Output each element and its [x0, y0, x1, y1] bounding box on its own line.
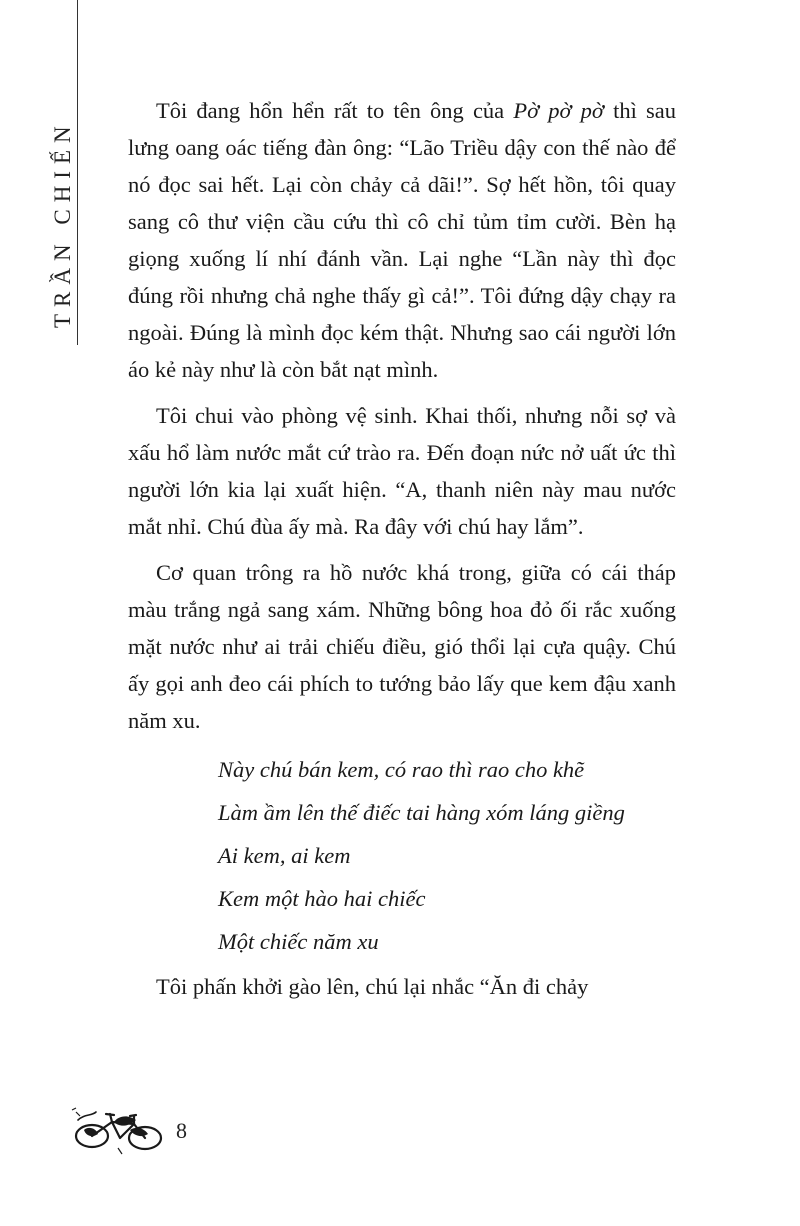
poem-line: Làm ầm lên thế điếc tai hàng xóm láng giềng	[218, 800, 625, 825]
poem-line: Này chú bán kem, có rao thì rao cho khẽ	[218, 757, 585, 782]
margin-rule	[77, 0, 78, 345]
page-number: 8	[176, 1118, 187, 1143]
paragraph-1-rest: thì sau lưng oang oác tiếng đàn ông: “Lão Triều dậy con thế nào để nó đọc sai hết. Lại còn chảy cả dãi!”. Sợ hết hồn, tôi quay sang cô thư viện cầu cứu thì cô chỉ tủm tỉm cười. Bèn hạ giọng xuống lí nhí đánh vần. Lại nghe “Lần này thì đọc đúng rồi nhưng chả nghe thấy gì cả!”. Tôi đứng dậy chạy ra ngoài. Đúng là mình đọc kém thật. Nhưng sao cái người lớn áo kẻ này như là còn bắt nạt mình.	[128, 98, 676, 382]
paragraph-3: Cơ quan trông ra hồ nước khá trong, giữa có cái tháp màu trắng ngả sang xám. Những bông hoa đỏ ối rắc xuống mặt nước như ai trải chiếu điều, gió thổi lại cựa quậy. Chú ấy gọi anh đeo cái phích to tướng bảo lấy que kem đậu xanh năm xu.	[128, 560, 676, 733]
paragraph-1-start: Tôi đang hổn hển rất to tên ông của	[156, 98, 514, 123]
bicycle-icon	[70, 1100, 170, 1156]
page-body	[128, 92, 676, 1005]
page-footer	[70, 1100, 270, 1160]
author-name: TRẦN CHIẾN	[50, 119, 75, 328]
paragraph-4: Tôi phấn khởi gào lên, chú lại nhắc “Ăn đi chảy	[156, 974, 589, 999]
poem-line: Ai kem, ai kem	[218, 843, 351, 868]
paragraph-2: Tôi chui vào phòng vệ sinh. Khai thối, nhưng nỗi sợ và xấu hổ làm nước mắt cứ trào ra. Đến đoạn nức nở uất ức thì người lớn kia lại xuất hiện. “A, thanh niên này mau nước mắt nhỉ. Chú đùa ấy mà. Ra đây với chú hay lắm”.	[128, 403, 676, 539]
poem-line: Kem một hào hai chiếc	[218, 886, 426, 911]
book-title: Pờ pờ pờ	[513, 98, 604, 123]
poem-verse	[218, 748, 676, 963]
poem-line: Một chiếc năm xu	[218, 929, 379, 954]
paragraph-1	[128, 92, 676, 388]
